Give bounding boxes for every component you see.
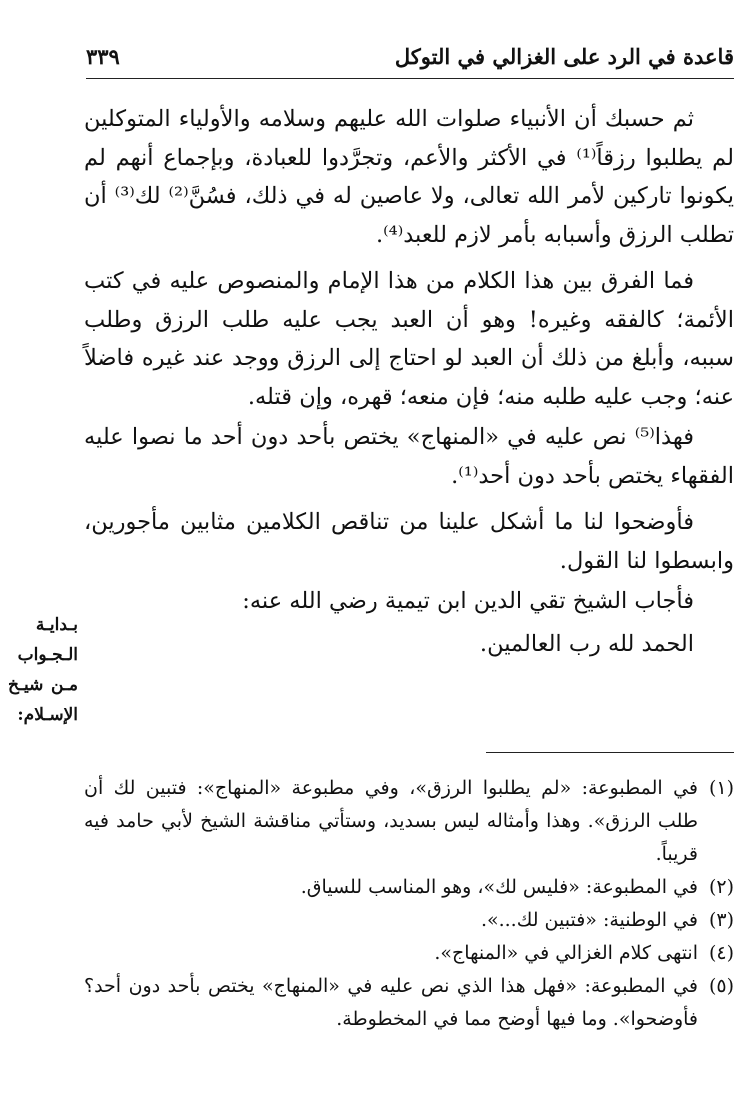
paragraph-2: فما الفرق بين هذا الكلام من هذا الإمام والمنصوص عليه في كتب الأئمة؛ كالفقه وغيره! وهو أن العبد يجب عليه طلب الرزق وطلب سببه، وأبلغ من ذلك أن العبد لو احتاج إلى الرزق ووجد عند غيره فاضلاً عنه؛ وجب عليه طلبه منه؛ فإن منعه؛ قهره، وإن قتله.: [84, 268, 734, 410]
footnote-5: [84, 970, 734, 1036]
margin-note-line: الـجـواب: [17, 645, 78, 665]
footnote-number: (٣): [708, 909, 734, 931]
footnote-1: [84, 772, 734, 871]
main-text: [84, 100, 734, 665]
footnote-number: (٥): [708, 975, 734, 997]
footnote-text: في الوطنية: «فتبين لك...».: [480, 909, 698, 931]
footnote-4: [84, 937, 734, 970]
margin-note-line: بـدايـة: [35, 615, 78, 635]
praise-line: الحمد لله رب العالمين.: [479, 630, 694, 657]
footnote-number: (٢): [708, 876, 734, 898]
footnote-text: انتهى كلام الغزالي في «المنهاج».: [434, 942, 698, 964]
footnote-2: [84, 871, 734, 904]
margin-note-line: مـن شيـخ: [8, 675, 78, 695]
page-number: ٣٣٩: [86, 44, 120, 69]
running-title: قاعدة في الرد على الغزالي في التوكل: [394, 44, 734, 69]
footnote-text: في المطبوعة: «فليس لك»، وهو المناسب للسياق.: [300, 876, 698, 898]
footnote-3: [84, 904, 734, 937]
footnote-divider: [486, 752, 734, 753]
margin-note: [8, 610, 78, 730]
footnotes: [84, 772, 734, 1036]
paragraph-3: فهذا⁽⁵⁾ نص عليه في «المنهاج» يختص بأحد دون أحد ما نصوا عليه الفقهاء يختص بأحد دون أحد⁽¹⁾.: [84, 424, 734, 489]
paragraph-4: فأوضحوا لنا ما أشكل علينا من تناقص الكلامين مثابين مأجورين، وابسطوا لنا القول.: [84, 509, 734, 574]
footnote-text: في المطبوعة: «لم يطلبوا الرزق»، وفي مطبوعة «المنهاج»: فتبين لك أن طلب الرزق». وهذا وأمثاله ليس بسديد، وستأتي مناقشة الشيخ لأبي حامد فيه قريباً.: [84, 777, 698, 865]
footnote-number: (٤): [708, 942, 734, 964]
paragraph-1: ثم حسبك أن الأنبياء صلوات الله عليهم وسلامه والأولياء المتوكلين لم يطلبوا رزقاً⁽¹⁾ في الأكثر والأعم، وتجرَّدوا للعبادة، وبإجماع أنهم لم يكونوا تاركين لأمر الله تعالى، ولا عاصين له في ذلك، فسُنَّ⁽²⁾ لك⁽³⁾ أن تطلب الرزق وأسبابه بأمر لازم للعبد⁽⁴⁾.: [84, 106, 734, 248]
page-header: [86, 44, 734, 79]
footnote-text: في المطبوعة: «فهل هذا الذي نص عليه في «المنهاج» يختص بأحد دون أحد؟ فأوضحوا». وما فيها أوضح مما في المخطوطة.: [84, 975, 698, 1030]
margin-note-line: الإسـلام:: [17, 705, 78, 725]
answer-intro: فأجاب الشيخ تقي الدين ابن تيمية رضي الله عنه:: [242, 588, 694, 614]
footnote-number: (١): [708, 777, 734, 799]
